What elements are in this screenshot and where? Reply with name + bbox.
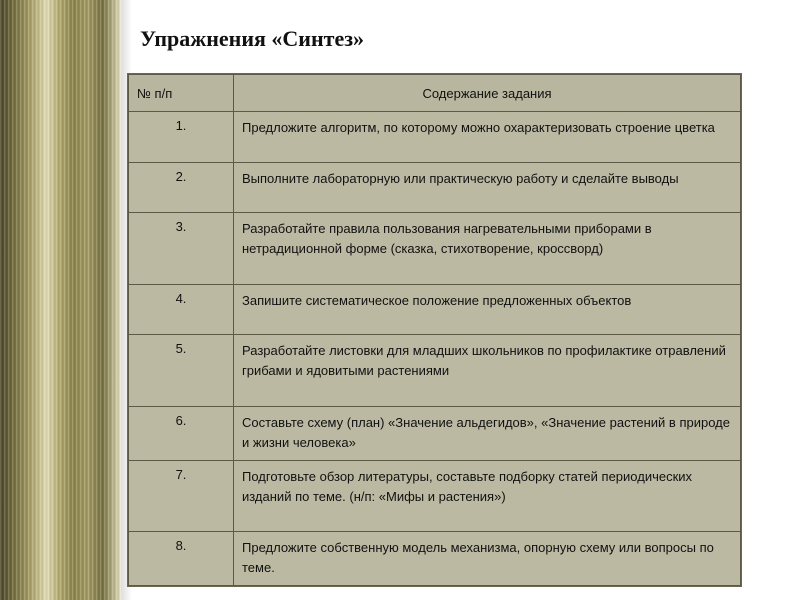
table-row — [129, 162, 741, 213]
row-number: 8. — [129, 532, 234, 586]
row-number: 1. — [129, 112, 234, 163]
row-number: 4. — [129, 284, 234, 335]
row-task: Разработайте листовки для младших школьников по профилактике отравлений грибами и ядовитыми растениями — [234, 335, 741, 407]
decorative-left-band — [0, 0, 122, 600]
table-row — [129, 284, 741, 335]
exercise-table-container — [127, 73, 742, 587]
row-task: Предложите алгоритм, по которому можно охарактеризовать строение цветка — [234, 112, 741, 163]
table-row — [129, 335, 741, 407]
exercise-table — [128, 74, 741, 586]
header-number: № п/п — [129, 75, 234, 112]
row-task: Выполните лабораторную или практическую работу и сделайте выводы — [234, 162, 741, 213]
row-task: Подготовьте обзор литературы, составьте подборку статей периодических изданий по теме. (н/п: «Мифы и растения») — [234, 460, 741, 532]
row-number: 5. — [129, 335, 234, 407]
table-row — [129, 460, 741, 532]
row-task: Запишите систематическое положение предложенных объектов — [234, 284, 741, 335]
table-row — [129, 532, 741, 586]
row-task: Предложите собственную модель механизма, опорную схему или вопросы по теме. — [234, 532, 741, 586]
row-task: Составьте схему (план) «Значение альдегидов», «Значение растений в природе и жизни человека» — [234, 407, 741, 461]
row-number: 6. — [129, 407, 234, 461]
row-task: Разработайте правила пользования нагревательными приборами в нетрадиционной форме (сказка, стихотворение, кроссворд) — [234, 213, 741, 285]
table-row — [129, 213, 741, 285]
row-number: 7. — [129, 460, 234, 532]
table-row — [129, 112, 741, 163]
row-number: 2. — [129, 162, 234, 213]
header-content: Содержание задания — [234, 75, 741, 112]
table-header-row — [129, 75, 741, 112]
slide-title: Упражнения «Синтез» — [140, 26, 365, 51]
table-row — [129, 407, 741, 461]
row-number: 3. — [129, 213, 234, 285]
